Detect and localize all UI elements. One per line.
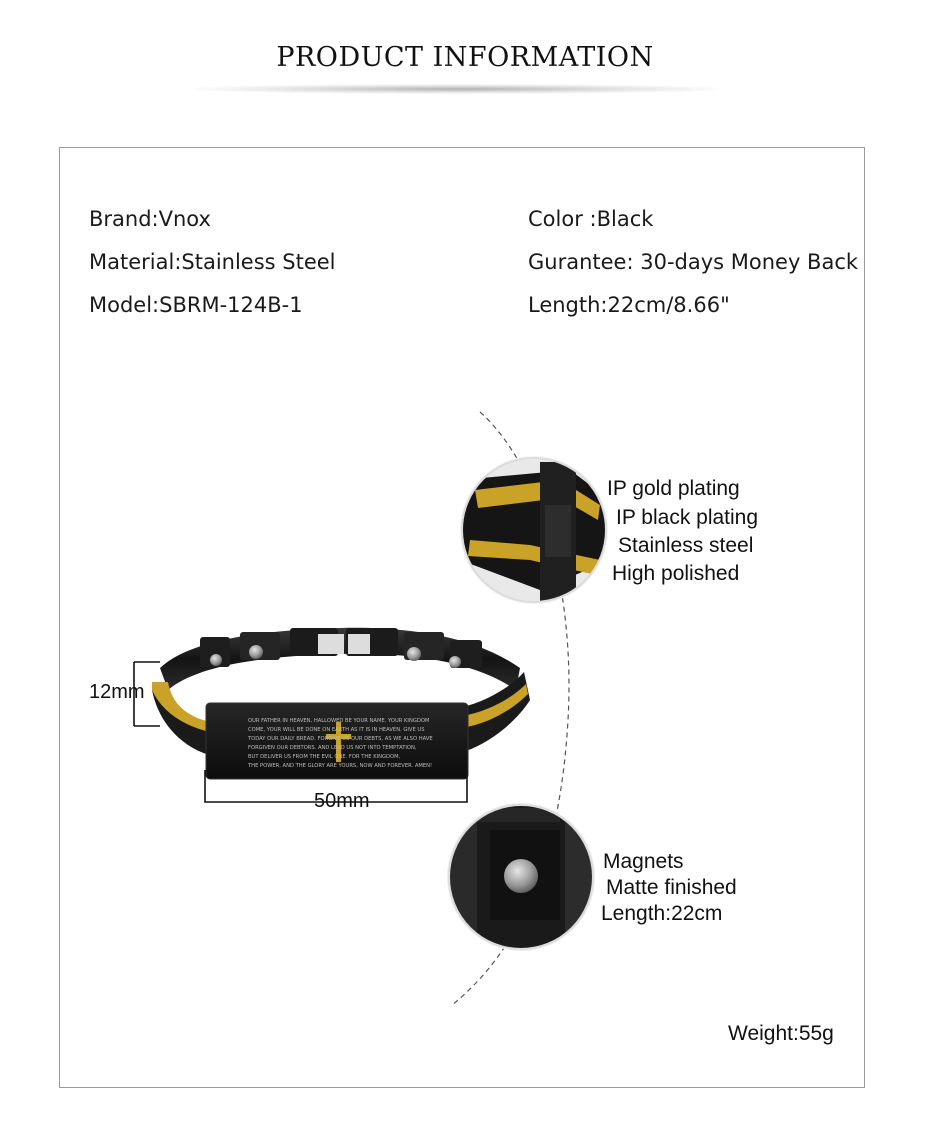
spec-model: Model:SBRM-124B-1 [89,293,303,317]
spec-length: Length:22cm/8.66" [528,293,730,317]
feature-ip-black: IP black plating [616,506,759,529]
bracelet-back-links [160,628,520,690]
feature-magnets: Magnets [603,850,684,873]
engraving-line: BUT DELIVER US FROM THE EVIL ONE. FOR THE KINGDOM, [248,754,401,760]
top-callout-circle [460,456,610,606]
spec-brand: Brand:Vnox [89,207,211,231]
dimension-height-label: 12mm [89,681,145,703]
spec-guarantee: Gurantee: 30-days Money Back [528,250,859,274]
engraving-line: FORGIVEN OUR DEBTORS. AND LEAD US NOT INTO TEMPTATION, [248,745,417,751]
page-title: PRODUCT INFORMATION [276,42,654,73]
feature-polished: High polished [612,562,740,585]
feature-ip-gold: IP gold plating [607,477,740,500]
engraving-line: THE POWER, AND THE GLORY ARE YOURS, NOW AND FOREVER. AMEN! [248,763,433,769]
engraving-line: COME, YOUR WILL BE DONE ON EARTH AS IT IS IN HEAVEN. GIVE US [248,727,425,733]
engraving-line: OUR FATHER IN HEAVEN, HALLOWED BE YOUR NAME. YOUR KINGDOM [248,718,430,724]
weight-label: Weight:55g [728,1022,834,1045]
spec-color: Color :Black [528,207,654,231]
bottom-callout-circle [447,803,605,953]
dimension-width-label: 50mm [314,790,370,812]
feature-matte: Matte finished [606,876,737,899]
spec-material: Material:Stainless Steel [89,250,336,274]
feature-stainless: Stainless steel [618,534,754,557]
feature-length: Length:22cm [601,902,723,925]
engraving-line: TODAY OUR DAILY BREAD. FORGIVE US OUR DEBTS, AS WE ALSO HAVE [248,736,433,742]
